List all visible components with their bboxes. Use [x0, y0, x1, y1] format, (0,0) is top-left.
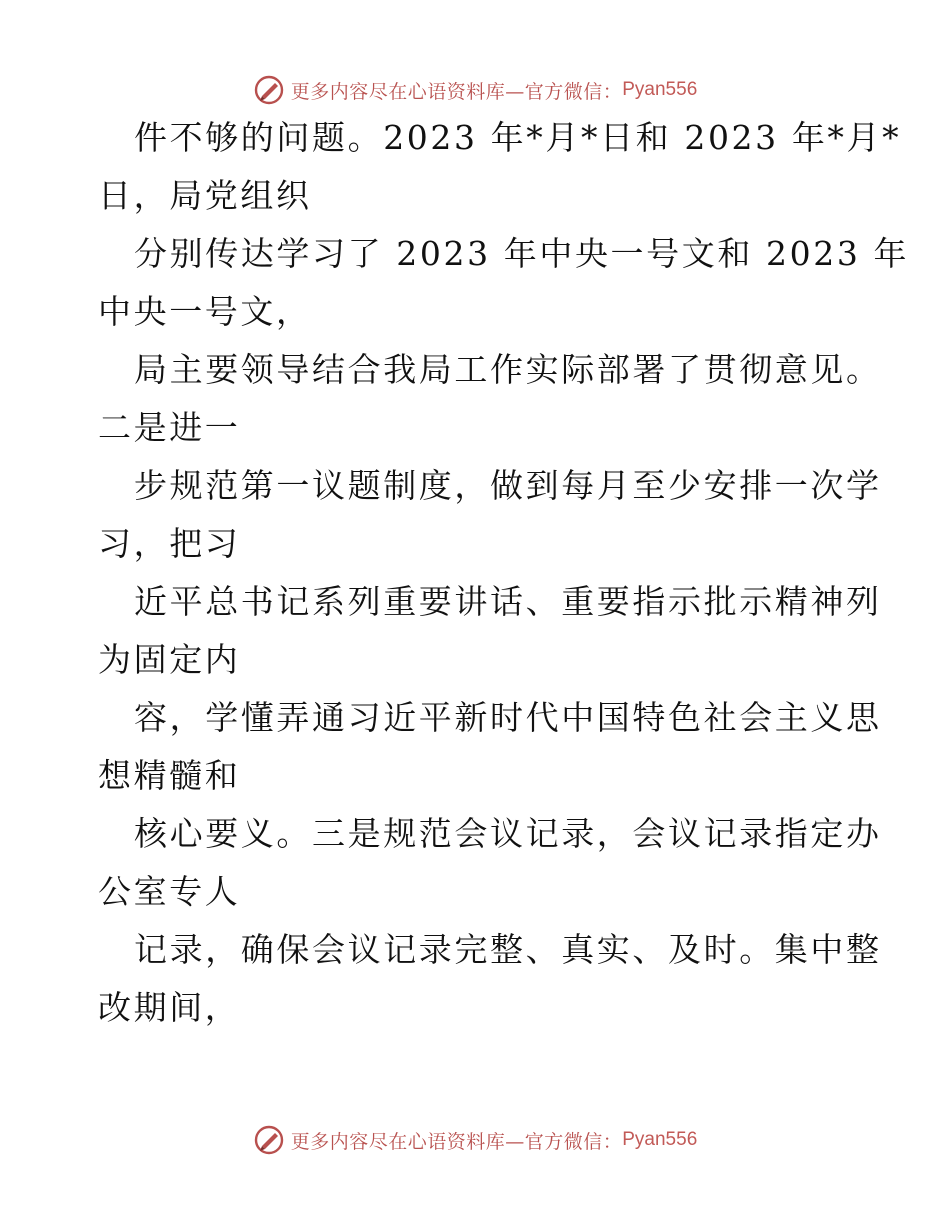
- header-watermark: [0, 70, 950, 110]
- pen-logo-icon: [253, 74, 285, 106]
- text-line: 记录，确保会议记录完整、真实、及时。集中整: [134, 930, 882, 969]
- text-line: 想精髓和: [98, 756, 241, 795]
- watermark-text: 更多内容尽在心语资料库—官方微信：: [290, 1130, 623, 1153]
- text-line: 日，局党组织: [98, 176, 312, 215]
- watermark-text: 更多内容尽在心语资料库—官方微信：: [290, 80, 623, 103]
- pen-logo-icon: [253, 1124, 285, 1156]
- text-line: 核心要义。三是规范会议记录，会议记录指定办: [134, 814, 882, 853]
- text-line: 件不够的问题。2023 年*月*日和 2023 年*月*: [134, 118, 902, 157]
- text-line: 分别传达学习了 2023 年中央一号文和 2023 年: [134, 234, 910, 273]
- watermark-account: Pyan556: [622, 1129, 698, 1150]
- text-line: 公室专人: [98, 872, 241, 911]
- text-line: 局主要领导结合我局工作实际部署了贯彻意见。: [134, 350, 882, 389]
- text-line: 为固定内: [98, 640, 241, 679]
- footer-watermark: [0, 1120, 950, 1160]
- text-line: 近平总书记系列重要讲话、重要指示批示精神列: [134, 582, 882, 621]
- text-line: 步规范第一议题制度，做到每月至少安排一次学: [134, 466, 882, 505]
- text-line: 容，学懂弄通习近平新时代中国特色社会主义思: [134, 698, 882, 737]
- text-line: 二是进一: [98, 408, 241, 447]
- text-line: 中央一号文，: [98, 292, 312, 331]
- text-line: 改期间，: [98, 988, 241, 1027]
- text-line: 习，把习: [98, 524, 241, 563]
- watermark-account: Pyan556: [622, 79, 698, 100]
